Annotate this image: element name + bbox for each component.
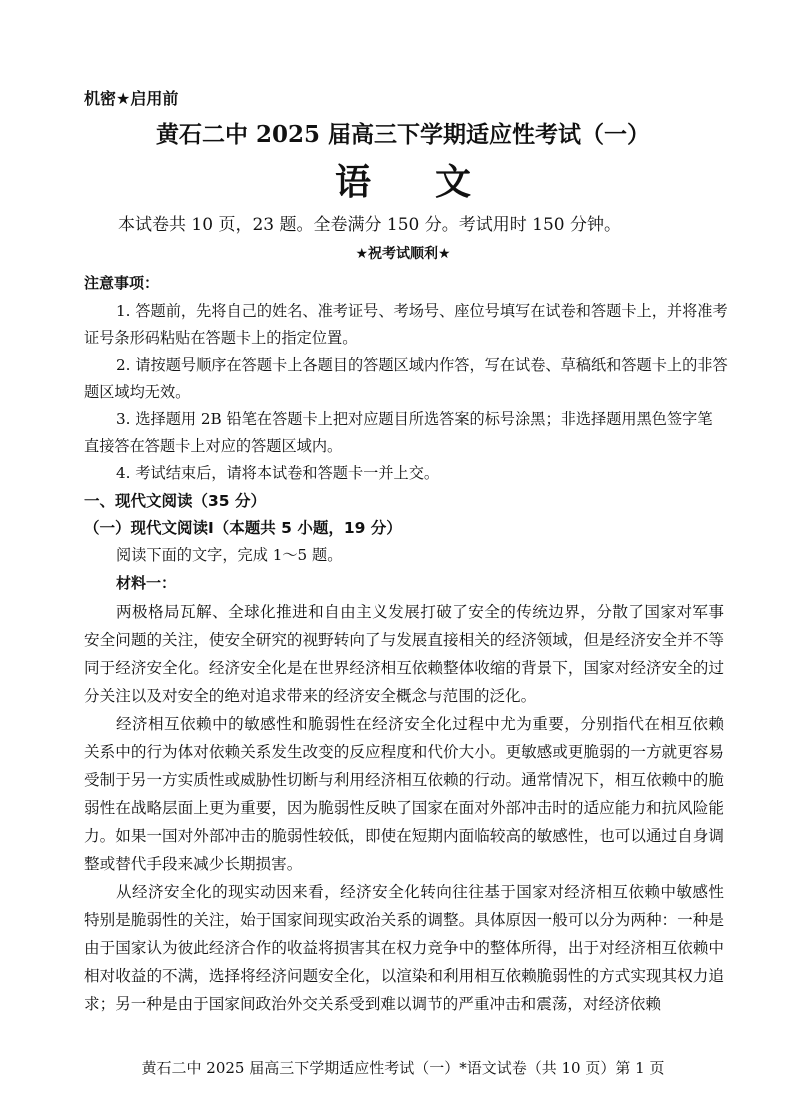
- exam-title: 黄石二中 2025 届高三下学期适应性考试（一）: [155, 121, 651, 148]
- good-luck-banner: ★祝考试顺利★: [355, 246, 451, 262]
- notice-heading: 注意事项：: [84, 274, 160, 292]
- page-footer: 黄石二中 2025 届高三下学期适应性考试（一）*语文试卷（共 10 页）第 1 页: [141, 1059, 665, 1077]
- section-heading: 一、现代文阅读（35 分）: [84, 492, 266, 510]
- subject-title: 语文: [334, 161, 535, 203]
- paragraph-2: 经济相互依赖中的敏感性和脆弱性在经济安全化过程中尤为重要，分别指代在相互依赖关系中的行为体对依赖关系发生改变的反应程度和代价大小。更敏感或更脆弱的一方就更容易受制于另一方实质性或威胁性切断与利用经济相互依赖的行动。通常情况下，相互依赖中的脆弱性在战略层面上更为重要，因为脆弱性反映了国家在面对外部冲击时的适应能力和抗风险能力。如果一国对外部冲击的脆弱性较低，即使在短期内面临较高的敏感性，也可以通过自身调整或替代手段来减少长期损害。: [84, 715, 724, 873]
- exam-info: 本试卷共 10 页，23 题。全卷满分 150 分。考试用时 150 分钟。: [118, 215, 621, 235]
- notice-line-1: 1. 答题前，先将自己的姓名、准考证号、考场号、座位号填写在试卷和答题卡上，并将准考: [116, 302, 728, 320]
- confidential-mark: 机密★启用前: [84, 89, 179, 108]
- paragraph-1: 两极格局瓦解、全球化推进和自由主义发展打破了安全的传统边界，分散了国家对军事安全问题的关注，使安全研究的视野转向了与发展直接相关的经济领域，但是经济安全并不等同于经济安全化。经济安全化是在世界经济相互依赖整体收缩的背景下，国家对经济安全的过分关注以及对安全的绝对追求带来的经济安全概念与范围的泛化。: [84, 603, 724, 705]
- notice-line-2-cont: 题区域均无效。: [84, 383, 191, 401]
- subsection-heading: （一）现代文阅读Ⅰ（本题共 5 小题，19 分）: [84, 519, 402, 537]
- paragraph-3: 从经济安全化的现实动因来看，经济安全化转向往往基于国家对经济相互依赖中敏感性特别是脆弱性的关注，始于国家间现实政治关系的调整。具体原因一般可以分为两种：一种是由于国家认为彼此经济合作的收益将损害其在权力竞争中的整体所得，出于对经济相互依赖中相对收益的不满，选择将经济问题安全化，以渲染和利用相互依赖脆弱性的方式实现其权力追求；另一种是由于国家间政治外交关系受到难以调节的严重冲击和震荡，对经济依赖: [84, 883, 724, 1013]
- notice-line-4: 4. 考试结束后，请将本试卷和答题卡一并上交。: [116, 464, 440, 482]
- material-label: 材料一：: [116, 574, 177, 592]
- notice-line-2: 2. 请按题号顺序在答题卡上各题目的答题区域内作答，写在试卷、草稿纸和答题卡上的非答: [116, 356, 728, 374]
- notice-line-1-cont: 证号条形码粘贴在答题卡上的指定位置。: [84, 329, 358, 347]
- notice-line-3: 3. 选择题用 2B 铅笔在答题卡上把对应题目所选答案的标号涂黑；非选择题用黑色签字笔: [116, 410, 713, 428]
- reading-instruction: 阅读下面的文字，完成 1～5 题。: [116, 546, 343, 564]
- notice-line-3-cont: 直接答在答题卡上对应的答题区域内。: [84, 437, 343, 455]
